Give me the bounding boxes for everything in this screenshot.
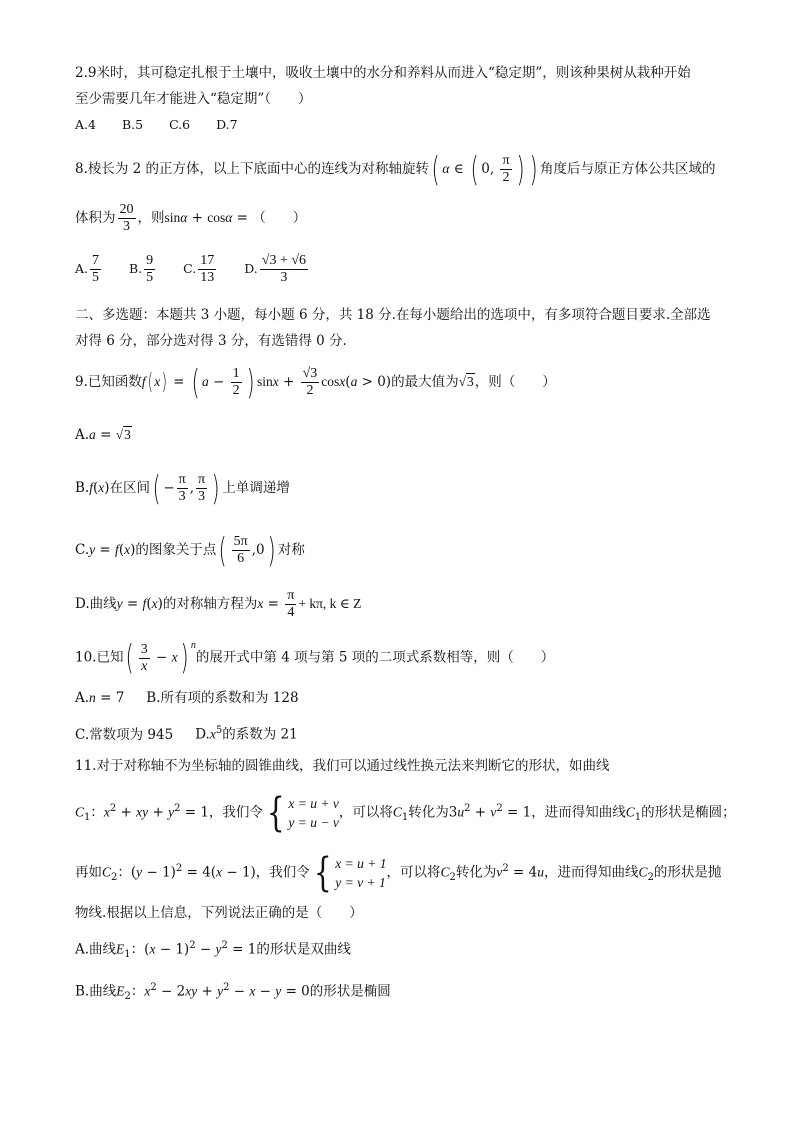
q7-option-c[interactable]: C.6 <box>169 117 191 132</box>
q8-options <box>75 250 332 288</box>
q11-line1: 11.对于对称轴不为坐标轴的圆锥曲线，我们可以通过线性换元法来判断它的形状，如曲线 <box>75 758 610 774</box>
q11-line2: $C_1$：$x^2$ + xy + $y^2 = 1$，我们令{ x = u + v y = u − v ，可以将$C_1$转化为$3u^2 + v^2 = 1$，进而得知曲线$C_1$的形状是椭圆； <box>75 790 736 836</box>
q11-line3: 再如$C_2$：$(y - 1)^2 = 4(x - 1)$，我们令{ x = u + 1 y = v + 1 ，可以将$C_2$转化为$v^2 = 4u$，进而得知曲线$C_2$的形状是抛 <box>75 850 722 896</box>
q7-line1: 2.9米时，其可稳定扎根于土壤中，吸收土壤中的水分和养料从而进入“稳定期”，则该种果树从栽种开始 <box>75 65 691 81</box>
q9-prefix: 9.已知函数 <box>75 374 142 390</box>
q10-options-row2 <box>75 721 320 745</box>
q8-option-b[interactable]: B. $\frac{9}{5}$ <box>129 253 154 285</box>
q8-stem-line2: 体积为 $\frac{20}{3}$ ，则sinα + cosα = （ ） <box>75 202 307 234</box>
q11-line4: 物线.根据以上信息，下列说法正确的是（ ） <box>75 905 363 921</box>
q10-option-b[interactable]: B.所有项的系数和为 128 <box>146 690 299 706</box>
q7-line2: 至少需要几年才能进入“稳定期”（ ） <box>75 91 312 107</box>
q8-volume-label: 体积为 <box>75 210 116 226</box>
q10-option-c[interactable]: C.常数项为 945 <box>75 726 174 743</box>
q9-option-a[interactable]: A.a = √3 <box>75 427 131 443</box>
q7-option-a[interactable]: A.4 <box>75 117 96 132</box>
q11-option-a[interactable]: A.曲线$E_1$：$(x - 1)^2 - y^2 = 1$的形状是双曲线 <box>75 940 351 961</box>
section2-line1: 二、多选题：本题共 3 小题，每小题 6 分，共 18 分.在每小题给出的选项中，有多项符合题目要求.全部选 <box>75 307 711 323</box>
q7-option-b[interactable]: B.5 <box>121 117 144 132</box>
q9-stem: 9.已知函数f( x) = ( a − $\frac{1}{2}$ ) sinx + $\frac{√3}{2}$ cosx(a > 0)的最大值为√3，则（ ） <box>75 362 556 403</box>
q8-stem-text2: 角度后与原正方体公共区域的 <box>540 161 716 177</box>
q10-options-row1 <box>75 688 321 708</box>
q8-then: ，则 <box>137 210 165 226</box>
q10-suffix: 的展开式中第 4 项与第 5 项的二项式系数相等，则（ ） <box>195 649 555 666</box>
q9-option-b[interactable]: B.f(x)在区间( − $\frac{\pi}{3}$ , $\frac{\pi}{3}$ ) 上单调递增 <box>75 468 290 509</box>
q8-option-a[interactable]: A. $\frac{7}{5}$ <box>75 253 100 285</box>
q11-option-b[interactable]: B.曲线$E_2$：$x^2 - 2xy + y^2 - x - y = 0$的形状是椭圆 <box>75 982 391 1003</box>
q7-options <box>75 115 260 135</box>
q10-option-d[interactable]: $D.x^5$的系数为 21 <box>195 725 298 743</box>
q7-option-d[interactable]: D.7 <box>216 117 238 132</box>
section2-line2: 对得 6 分，部分选对得 3 分，有选错得 0 分. <box>75 333 347 349</box>
q9-option-c[interactable]: C.y = f(x)的图象关于点( $\frac{5\pi}{6}$ ,0) 对称 <box>75 530 305 571</box>
q8-stem-line1: 8.棱长为 2 的正方体，以上下底面中心的连线为对称轴旋转( α ∈ ( 0, $\frac{\pi}{2}$ ) ) 角度后与原正方体公共区域的 <box>75 149 716 190</box>
q10-stem: 10.已知( $\frac{3}{x}$ − x) $^n$的展开式中第 4 项与第 5 项的二项式系数相等，则（ ） <box>75 638 555 678</box>
q10-option-a[interactable]: A.n = 7 <box>75 690 125 706</box>
q9-option-d[interactable]: D.曲线y = f(x)的对称轴方程为x = $\frac{\pi}{4}$ + kπ, k ∈ Z <box>75 588 362 620</box>
q8-volume-fraction: $\frac{20}{3}$ <box>119 202 134 234</box>
q9-suffix: ，则（ ） <box>474 374 556 390</box>
q8-stem-text: 8.棱长为 2 的正方体，以上下底面中心的连线为对称轴旋转 <box>75 161 430 177</box>
q10-prefix: 10.已知 <box>75 649 124 666</box>
q9-mid: 的最大值为 <box>391 374 459 390</box>
q8-option-c[interactable]: C. $\frac{17}{13}$ <box>183 253 215 285</box>
q8-option-d[interactable]: D. $\frac{√3 + √6}{3}$ <box>244 253 307 285</box>
